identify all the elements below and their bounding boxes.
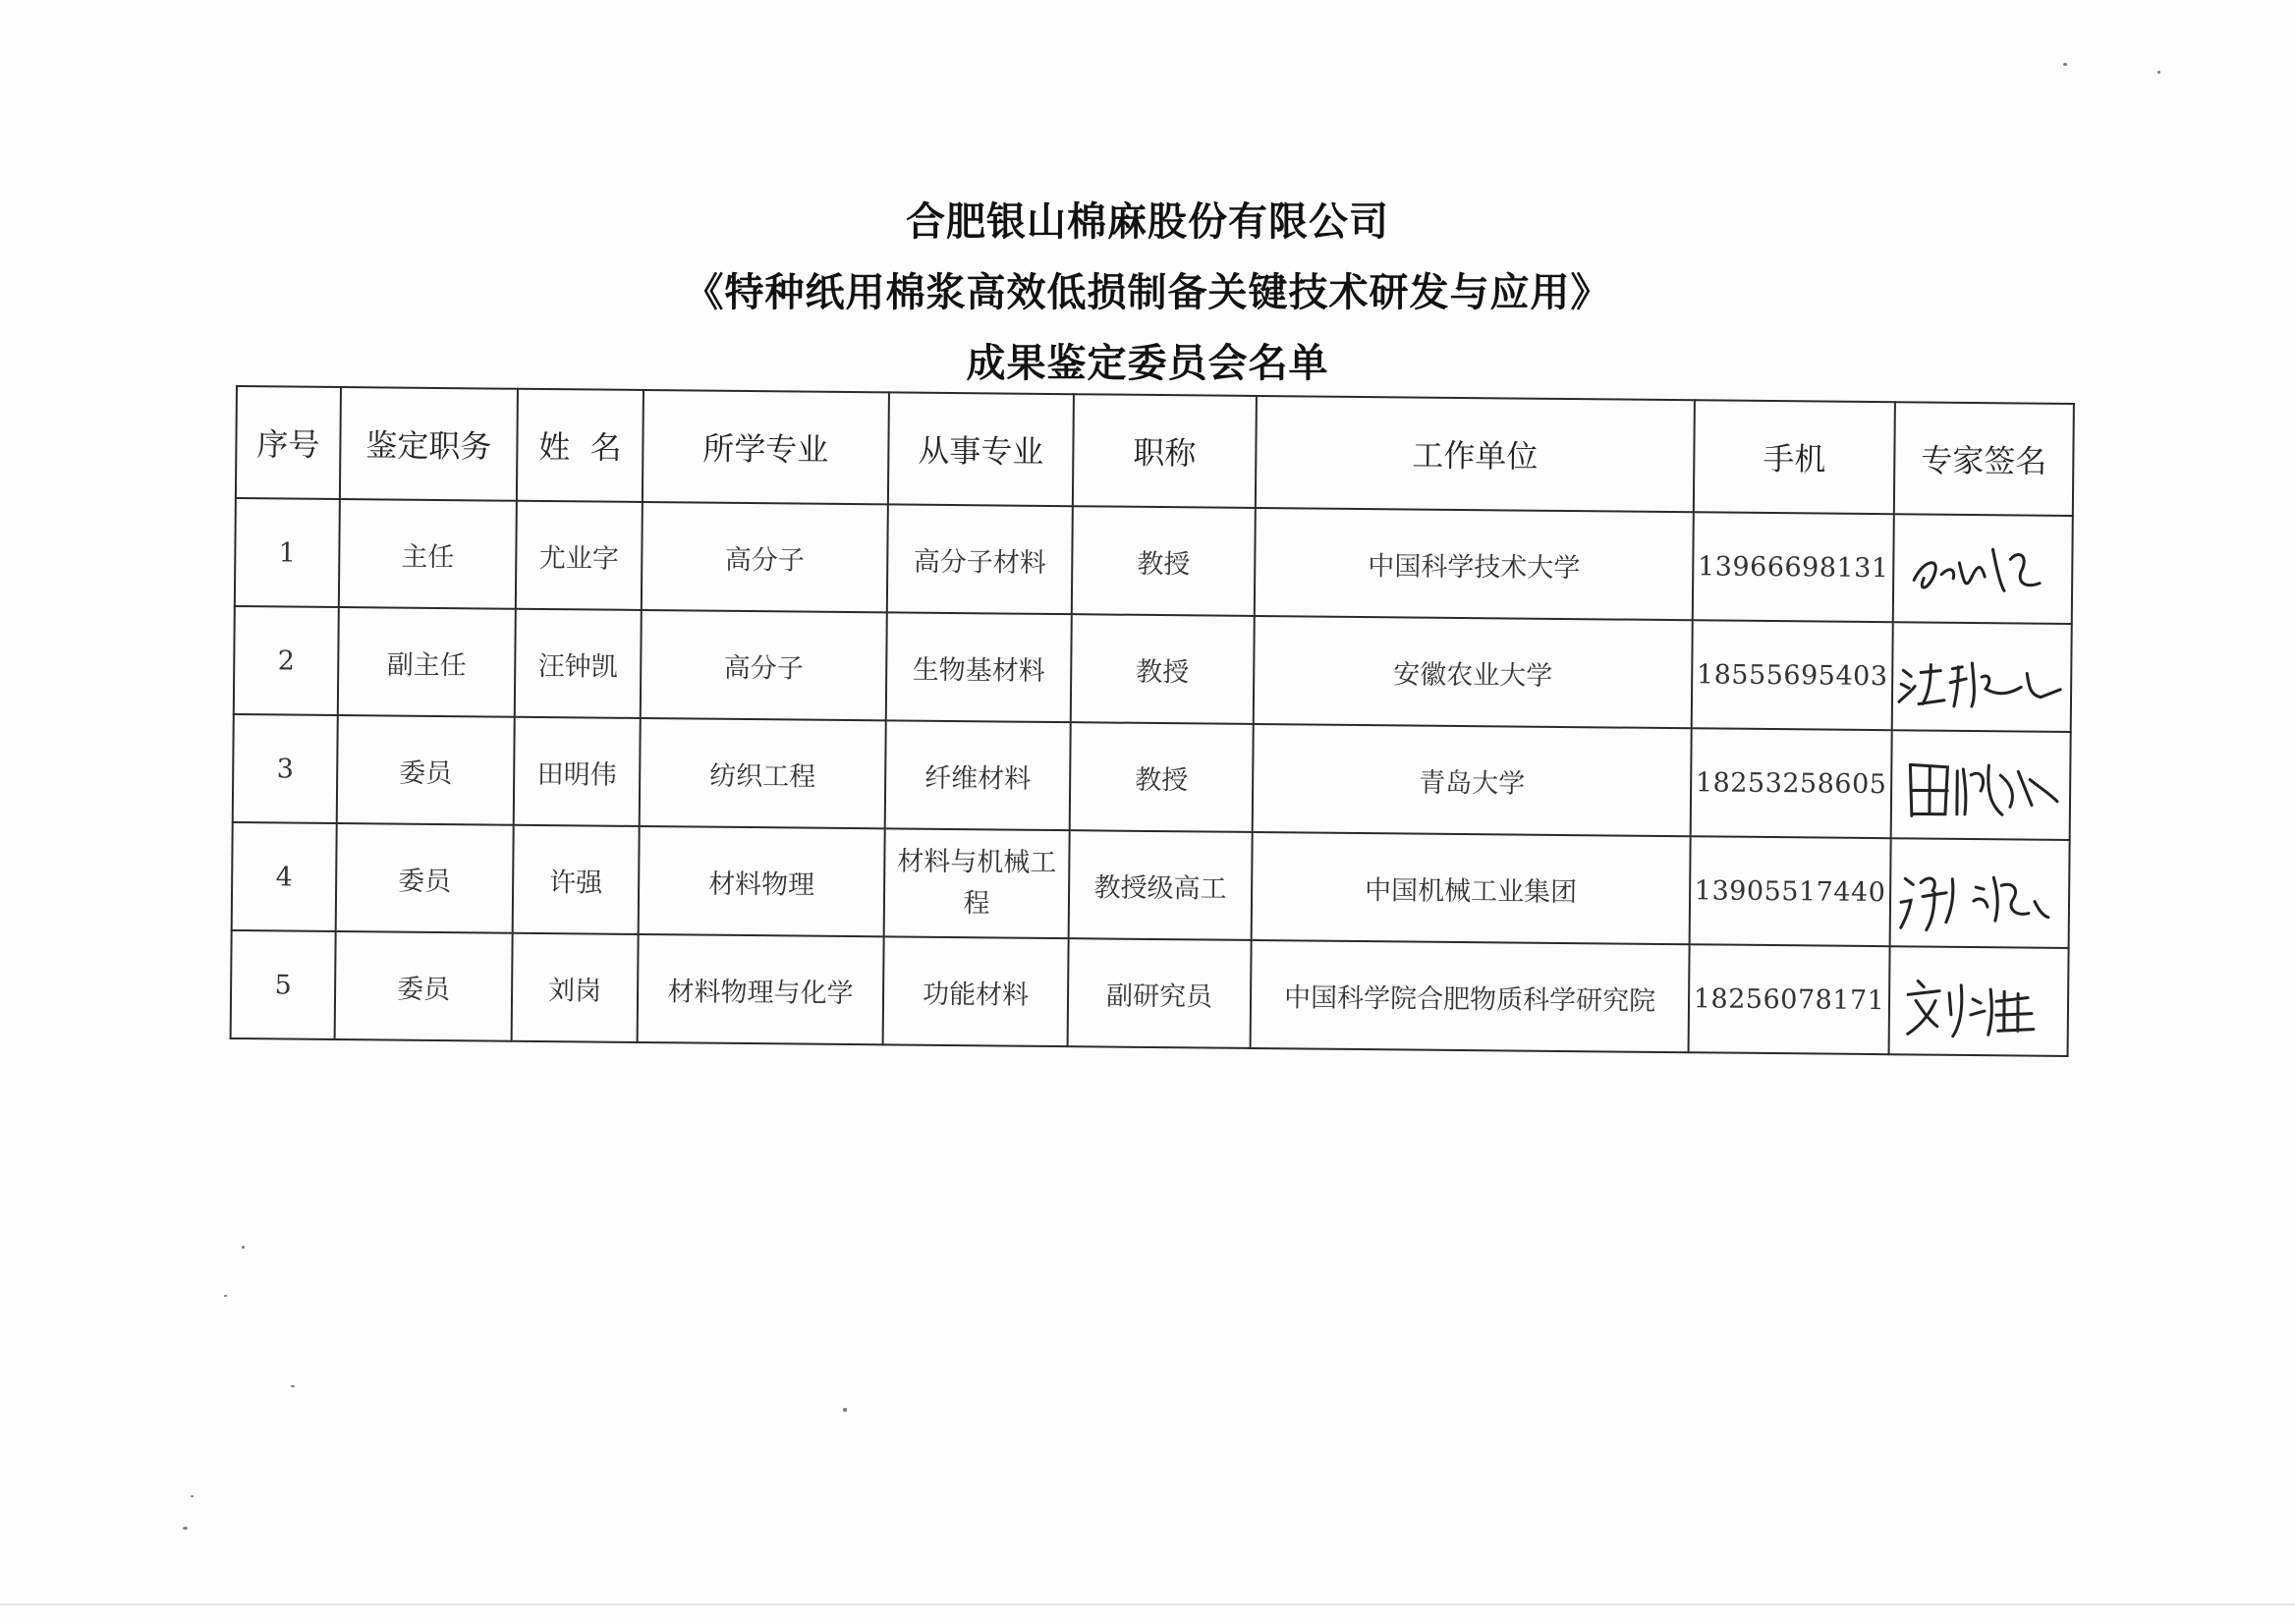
header-role: 鉴定职务 <box>340 387 518 501</box>
cell-name: 田明伟 <box>514 717 641 826</box>
cell-phone: 13966698131 <box>1693 512 1894 622</box>
cell-unit: 中国科学技术大学 <box>1255 508 1694 620</box>
cell-no: 3 <box>233 714 338 823</box>
scan-speck <box>843 1408 847 1412</box>
cell-field: 材料与机械工程 <box>884 828 1070 938</box>
cell-role: 委员 <box>337 715 515 825</box>
cell-role: 副主任 <box>338 607 516 717</box>
cell-name: 尤业字 <box>516 501 643 610</box>
cell-major: 材料物理 <box>639 826 885 936</box>
header-unit: 工作单位 <box>1256 396 1695 512</box>
cell-phone: 18256078171 <box>1689 944 1890 1054</box>
cell-major: 材料物理与化学 <box>638 934 884 1044</box>
cell-name: 汪钟凯 <box>515 609 642 718</box>
scan-speck <box>242 1246 245 1249</box>
signature-cell <box>1892 622 2072 732</box>
cell-major: 纺织工程 <box>640 718 886 828</box>
scan-speck <box>2157 71 2160 74</box>
committee-table-wrapper <box>230 385 2073 1057</box>
cell-no: 4 <box>232 822 337 931</box>
cell-unit: 中国科学院合肥物质科学研究院 <box>1251 940 1690 1052</box>
cell-unit: 安徽农业大学 <box>1254 616 1693 728</box>
cell-phone: 18253258605 <box>1691 728 1892 838</box>
handwritten-signature <box>1890 951 2068 1051</box>
signature-cell <box>1893 514 2073 624</box>
cell-field: 功能材料 <box>883 936 1069 1046</box>
header-title: 职称 <box>1073 394 1257 508</box>
company-title: 合肥银山棉麻股份有限公司 <box>906 199 1389 245</box>
cell-title: 教授级高工 <box>1069 830 1253 940</box>
cell-title: 教授 <box>1070 722 1254 832</box>
cell-title: 教授 <box>1071 614 1255 724</box>
cell-role: 主任 <box>339 499 517 609</box>
cell-field: 纤维材料 <box>885 720 1071 830</box>
scan-speck <box>224 1295 227 1297</box>
handwritten-signature <box>1894 519 2072 619</box>
document-title-block <box>0 187 2295 399</box>
cell-role: 委员 <box>336 823 514 933</box>
signature-cell <box>1891 730 2071 840</box>
signature-cell <box>1890 838 2070 948</box>
header-no: 序号 <box>236 386 341 499</box>
cell-no: 2 <box>234 606 339 715</box>
cell-unit: 青岛大学 <box>1253 724 1692 836</box>
handwritten-signature <box>1892 735 2070 835</box>
header-field: 从事专业 <box>888 392 1074 506</box>
cell-phone: 18555695403 <box>1692 620 1893 730</box>
scan-speck <box>191 1495 194 1497</box>
cell-field: 高分子材料 <box>887 504 1073 614</box>
cell-role: 委员 <box>335 931 513 1041</box>
cell-phone: 13905517440 <box>1690 836 1891 946</box>
table-row <box>235 498 2073 624</box>
scan-edge-line <box>0 1603 2295 1605</box>
header-major: 所学专业 <box>643 390 889 504</box>
scan-speck <box>291 1385 295 1387</box>
cell-field: 生物基材料 <box>886 612 1072 722</box>
handwritten-signature <box>1893 627 2071 727</box>
header-phone: 手机 <box>1694 400 1895 514</box>
committee-table <box>230 385 2075 1057</box>
table-row <box>232 822 2070 948</box>
cell-unit: 中国机械工业集团 <box>1252 832 1691 944</box>
scan-speck <box>183 1527 188 1530</box>
list-title: 成果鉴定委员会名单 <box>966 341 1329 386</box>
scan-speck <box>2063 63 2067 66</box>
cell-major: 高分子 <box>641 610 887 720</box>
cell-name: 刘岗 <box>512 933 639 1042</box>
project-title: 《特种纸用棉浆高效低损制备关键技术研发与应用》 <box>684 270 1611 315</box>
table-header-row <box>236 386 2074 516</box>
table-row <box>231 930 2069 1056</box>
handwritten-signature <box>1891 843 2069 943</box>
header-name: 姓 名 <box>517 389 644 502</box>
header-signature: 专家签名 <box>1894 402 2074 516</box>
cell-name: 许强 <box>513 825 640 934</box>
signature-cell <box>1889 946 2069 1056</box>
cell-no: 5 <box>231 930 336 1039</box>
table-row <box>234 606 2072 732</box>
cell-no: 1 <box>235 498 340 607</box>
cell-major: 高分子 <box>642 502 888 612</box>
cell-title: 教授 <box>1072 506 1256 616</box>
cell-title: 副研究员 <box>1068 938 1252 1048</box>
table-row <box>233 714 2071 840</box>
